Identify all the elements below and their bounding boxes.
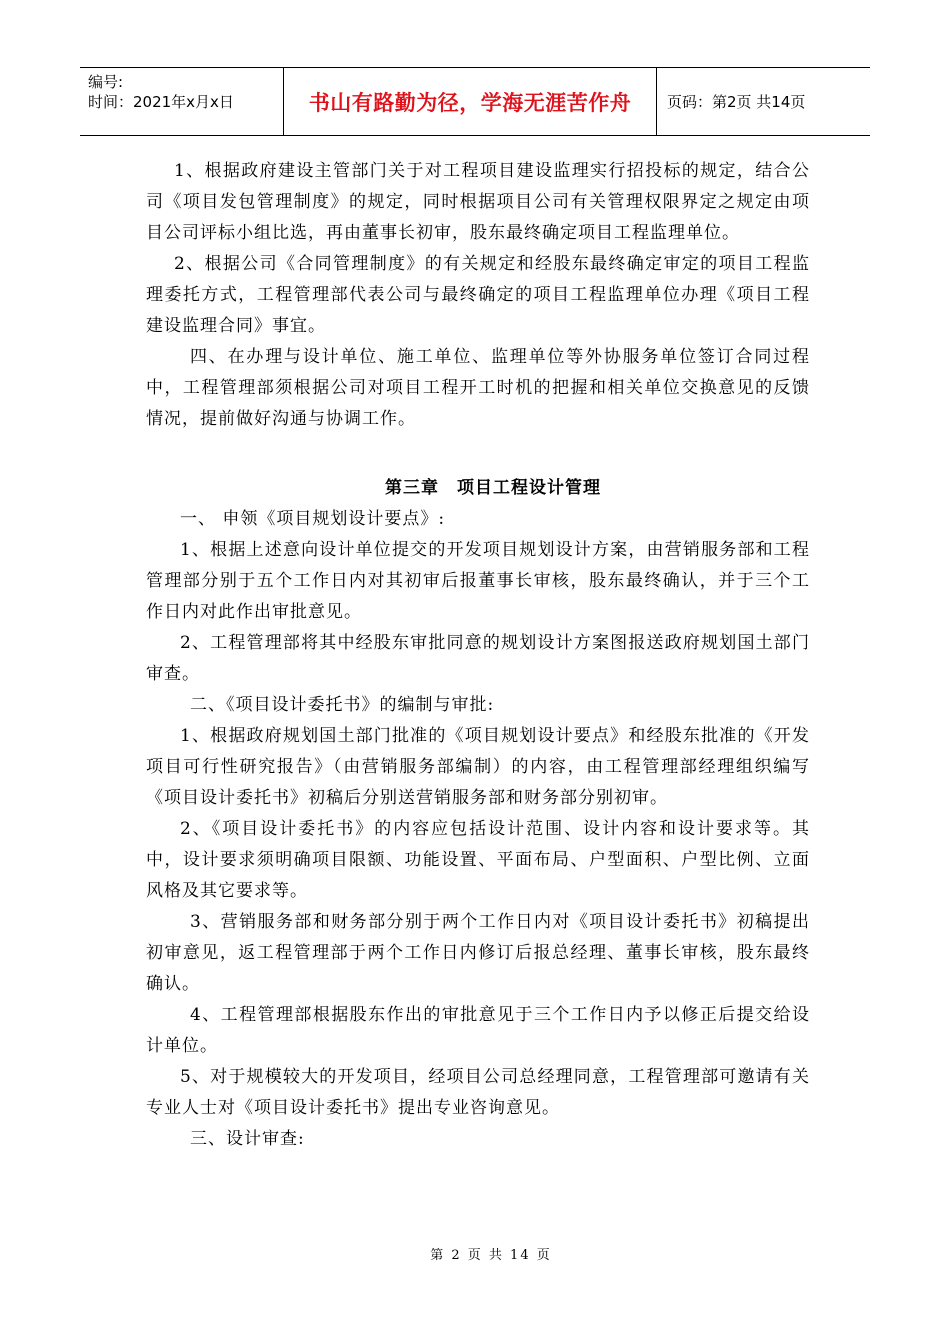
- section-heading: 一、 申领《项目规划设计要点》:: [180, 509, 446, 529]
- header-page-info: 页码：第2页 共14页: [667, 93, 806, 111]
- header-meta: [80, 68, 283, 135]
- section-heading: 二、《项目设计委托书》的编制与审批:: [190, 695, 495, 715]
- paragraph: 1、根据政府建设主管部门关于对工程项目建设监理实行招投标的规定，结合公司《项目发包管理制度》的规定，同时根据项目公司有关管理权限界定之规定由项目公司评标小组比选，再由董事长初审，股东最终确定项目工程监理单位。: [146, 161, 810, 243]
- paragraph: 1、根据上述意向设计单位提交的开发项目规划设计方案，由营销服务部和工程管理部分别于五个工作日内对其初审后报董事长审核，股东最终确认，并于三个工作日内对此作出审批意见。: [146, 540, 810, 622]
- paragraph: 4、工程管理部根据股东作出的审批意见于三个工作日内予以修正后提交给设计单位。: [146, 1005, 810, 1056]
- paragraph: 5、对于规模较大的开发项目，经项目公司总经理同意，工程管理部可邀请有关专业人士对《项目设计委托书》提出专业咨询意见。: [146, 1067, 810, 1118]
- paragraph: 1、根据政府规划国土部门批准的《项目规划设计要点》和经股东批准的《开发项目可行性研究报告》（由营销服务部编制）的内容，由工程管理部经理组织编写《项目设计委托书》初稿后分别送营销服务部和财务部分别初审。: [146, 726, 810, 808]
- page-header: [80, 67, 870, 136]
- paragraph: 四、在办理与设计单位、施工单位、监理单位等外协服务单位签订合同过程中，工程管理部须根据公司对项目工程开工时机的把握和相关单位交换意见的反馈情况，提前做好沟通与协调工作。: [146, 347, 810, 429]
- section-heading: 三、设计审查:: [190, 1129, 305, 1149]
- document-number-label: 编号:: [88, 73, 124, 91]
- page-footer: 第 2 页 共 14 页: [430, 1248, 552, 1263]
- paragraph: 2、工程管理部将其中经股东审批同意的规划设计方案图报送政府规划国土部门审查。: [146, 633, 810, 684]
- paragraph: 2、根据公司《合同管理制度》的有关规定和经股东最终确定审定的项目工程监理委托方式，工程管理部代表公司与最终确定的项目工程监理单位办理《项目工程建设监理合同》事宜。: [146, 254, 810, 336]
- paragraph: 2、《项目设计委托书》的内容应包括设计范围、设计内容和设计要求等。其中，设计要求须明确项目限额、功能设置、平面布局、户型面积、户型比例、立面风格及其它要求等。: [146, 819, 810, 901]
- chapter-title: 第三章 项目工程设计管理: [385, 478, 601, 498]
- document-date: 时间：2021年x月x日: [88, 93, 234, 111]
- document-body: [146, 156, 810, 1155]
- paragraph: 3、营销服务部和财务部分别于两个工作日内对《项目设计委托书》初稿提出初审意见，返工程管理部于两个工作日内修订后报总经理、董事长审核，股东最终确认。: [146, 912, 810, 994]
- header-motto: 书山有路勤为径，学海无涯苦作舟: [283, 68, 657, 135]
